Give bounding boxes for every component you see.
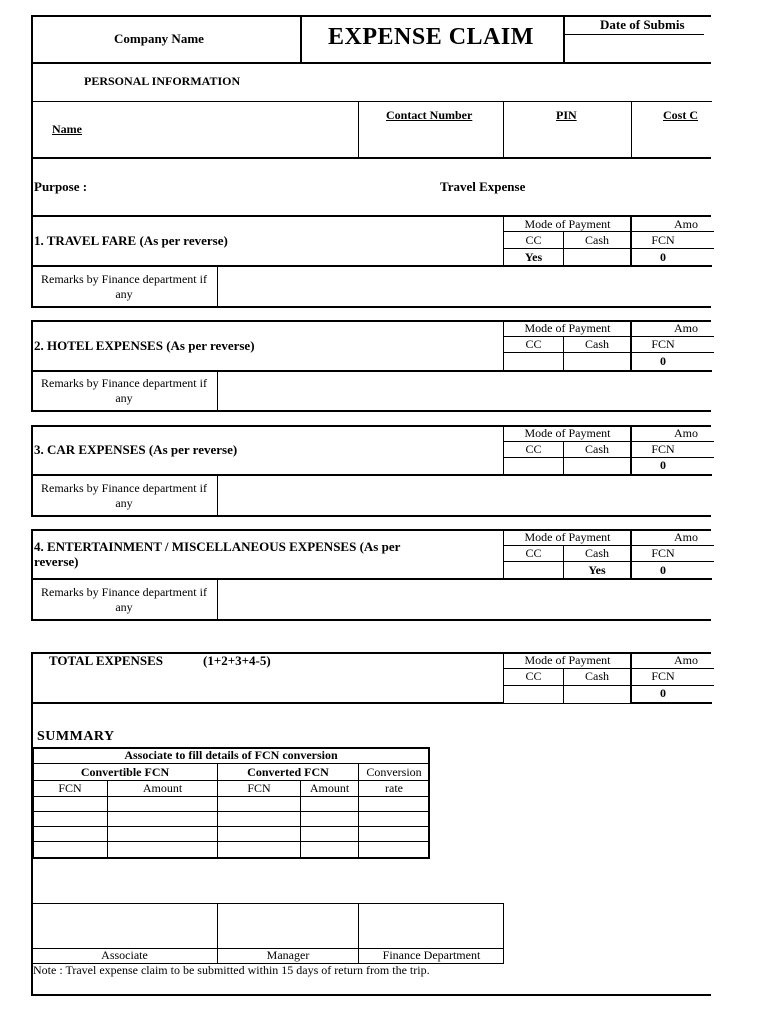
payment-line xyxy=(504,703,632,704)
fcn-label: FCN xyxy=(651,669,675,683)
fcn-value[interactable]: 0 xyxy=(660,250,666,264)
associate-signature-label: Associate xyxy=(101,948,148,962)
amount-label: Amo xyxy=(674,321,698,335)
conversion-header: Conversion xyxy=(366,765,422,779)
cash-label: Cash xyxy=(585,442,609,456)
remarks-divider xyxy=(217,371,218,412)
section-mid-line xyxy=(32,370,712,372)
fcn-value[interactable]: 0 xyxy=(660,563,666,577)
cash-label: Cash xyxy=(585,337,609,351)
amount-col-header: Amount xyxy=(309,781,350,795)
remarks-label: Remarks by Finance department if any xyxy=(41,585,207,614)
cc-label: CC xyxy=(525,233,542,247)
cc-label: CC xyxy=(525,442,542,456)
table-line xyxy=(33,841,429,842)
section-title: 2. HOTEL EXPENSES (As per reverse) xyxy=(34,338,255,353)
company-name: Company Name xyxy=(114,31,204,46)
submission-note: Note : Travel expense claim to be submitted within 15 days of return from the trip. xyxy=(33,963,430,977)
amount-label: Amo xyxy=(674,653,698,667)
total-fcn-value[interactable]: 0 xyxy=(660,686,666,700)
cc-value[interactable]: Yes xyxy=(524,250,543,264)
fcn-value[interactable]: 0 xyxy=(660,354,666,368)
convertible-fcn-header: Convertible FCN xyxy=(80,765,170,779)
cc-label: CC xyxy=(525,337,542,351)
mode-of-payment-label: Mode of Payment xyxy=(524,321,611,335)
converted-fcn-header: Converted FCN xyxy=(247,765,329,779)
remarks-label: Remarks by Finance department if any xyxy=(41,376,207,405)
payment-line xyxy=(504,248,714,249)
cash-label: Cash xyxy=(585,669,609,683)
pin-label: PIN xyxy=(556,108,577,122)
section-mid-line xyxy=(32,474,712,476)
payment-line xyxy=(504,352,714,353)
mode-of-payment-label: Mode of Payment xyxy=(524,426,611,440)
fcn-value[interactable]: 0 xyxy=(660,458,666,472)
table-line xyxy=(33,763,429,764)
conversion-title: Associate to fill details of FCN conversion xyxy=(124,748,338,762)
section-title: 1. TRAVEL FARE (As per reverse) xyxy=(34,233,228,248)
personal-col-divider xyxy=(503,101,504,158)
contact-number-label: Contact Number xyxy=(386,108,473,122)
section-title: 4. ENTERTAINMENT / MISCELLANEOUS EXPENSES (As per xyxy=(34,539,401,554)
date-of-submission-label: Date of Submis xyxy=(600,17,685,32)
amount-col-header: Amount xyxy=(142,781,183,795)
personal-divider xyxy=(32,101,712,102)
table-line xyxy=(33,811,429,812)
mode-of-payment-label: Mode of Payment xyxy=(524,217,611,231)
header-divider xyxy=(300,15,302,64)
personal-info-label: PERSONAL INFORMATION xyxy=(84,74,241,88)
section-mid-line xyxy=(32,265,712,267)
cost-center-label: Cost C xyxy=(663,108,698,122)
total-divider xyxy=(32,702,504,704)
header-divider xyxy=(563,15,565,64)
payment-line xyxy=(504,561,714,562)
amount-label: Amo xyxy=(674,530,698,544)
date-underline xyxy=(564,34,704,35)
finance-signature-label: Finance Department xyxy=(382,948,481,962)
table-line xyxy=(33,796,429,797)
mode-of-payment-label: Mode of Payment xyxy=(524,530,611,544)
section-mid-line xyxy=(32,578,712,580)
manager-signature-label: Manager xyxy=(266,948,310,962)
payment-line xyxy=(632,702,712,704)
section-title-continued: reverse) xyxy=(34,554,79,569)
cc-label: CC xyxy=(525,546,542,560)
name-label: Name xyxy=(52,122,82,136)
personal-col-divider xyxy=(358,101,359,158)
fcn-label: FCN xyxy=(651,337,675,351)
amount-label: Amo xyxy=(674,217,698,231)
fcn-col-header: FCN xyxy=(247,781,271,795)
cash-label: Cash xyxy=(585,233,609,247)
remarks-divider xyxy=(217,579,218,620)
cash-label: Cash xyxy=(585,546,609,560)
total-formula: (1+2+3+4-5) xyxy=(203,653,271,668)
page-title: EXPENSE CLAIM xyxy=(328,24,534,50)
remarks-divider xyxy=(217,266,218,307)
section-title: 3. CAR EXPENSES (As per reverse) xyxy=(34,442,238,457)
cc-label: CC xyxy=(525,669,542,683)
remarks-label: Remarks by Finance department if any xyxy=(41,272,207,301)
remarks-divider xyxy=(217,475,218,516)
personal-col-divider xyxy=(631,101,632,158)
amount-label: Amo xyxy=(674,426,698,440)
table-line xyxy=(33,826,429,827)
remarks-label: Remarks by Finance department if any xyxy=(41,481,207,510)
purpose-row xyxy=(31,158,711,217)
total-expenses-label: TOTAL EXPENSES xyxy=(49,653,164,668)
mode-of-payment-label: Mode of Payment xyxy=(524,653,611,667)
purpose-value: Travel Expense xyxy=(440,179,526,194)
fcn-label: FCN xyxy=(651,442,675,456)
fcn-col-header: FCN xyxy=(58,781,82,795)
purpose-label: Purpose : xyxy=(34,179,88,194)
cash-value[interactable]: Yes xyxy=(588,563,606,577)
fcn-label: FCN xyxy=(651,546,675,560)
summary-label: SUMMARY xyxy=(37,729,115,744)
rate-col-header: rate xyxy=(385,781,403,795)
fcn-label: FCN xyxy=(651,233,675,247)
